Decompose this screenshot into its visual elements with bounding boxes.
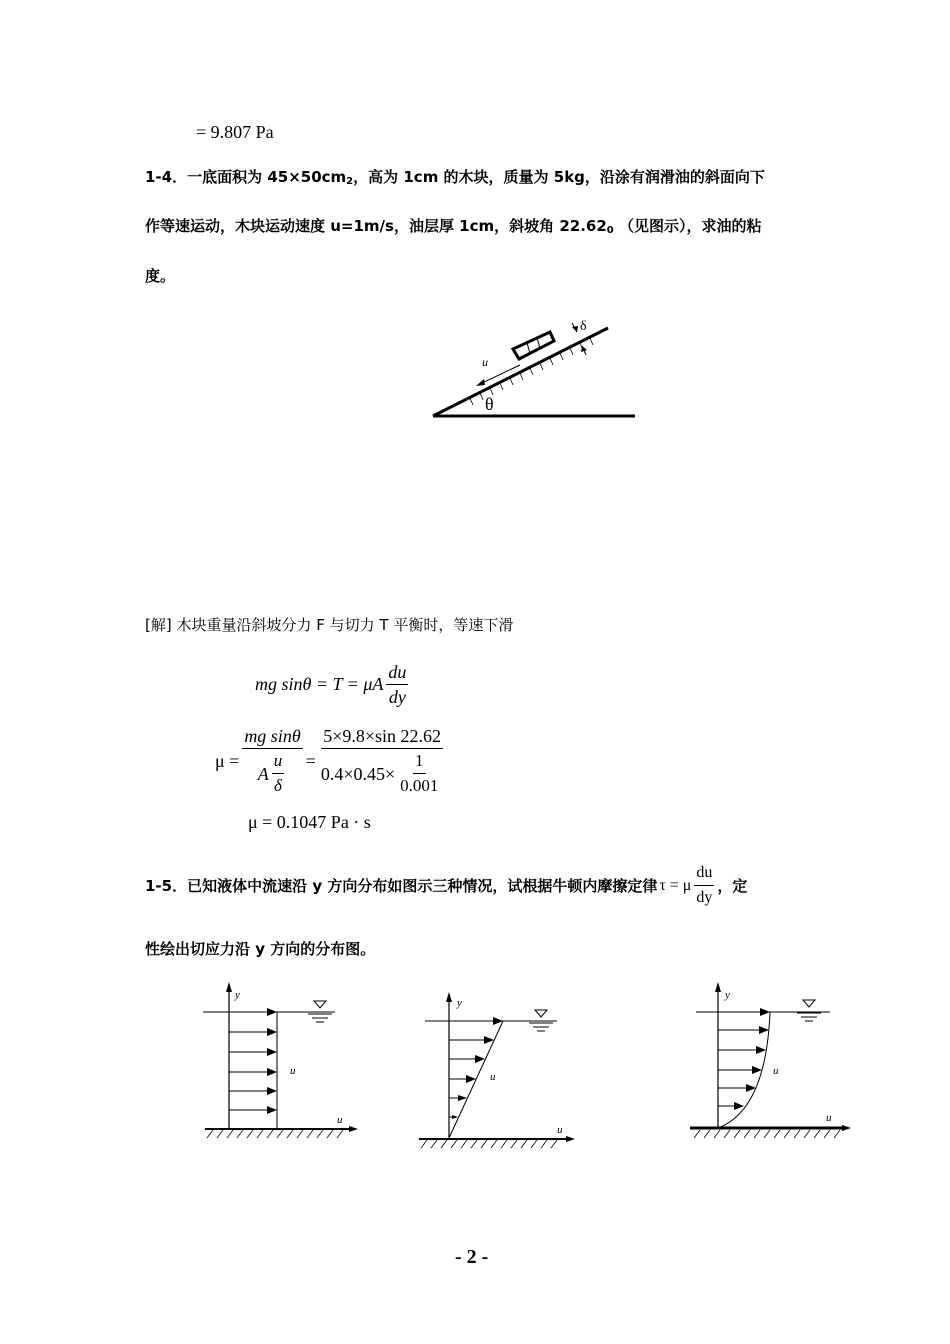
u-axis-label: u: [337, 1114, 343, 1126]
u-label: u: [482, 355, 488, 369]
u-axis-arrow: [349, 1126, 358, 1132]
p14-line2-suffix: （见图示），求油的粘: [613, 217, 762, 235]
u-axis-label: u: [557, 1124, 563, 1136]
wood-block: [513, 332, 554, 359]
delta-label: δ: [580, 319, 587, 334]
eq1-denominator: dy: [388, 687, 406, 707]
p14-line1-sub: 2: [346, 176, 354, 187]
incline-surface: [433, 328, 608, 416]
y-label: y: [457, 997, 462, 1009]
p14-line1-prefix: 1-4．一底面积为 45×50cm: [145, 168, 347, 186]
velocity-profile-uniform: [195, 980, 370, 1145]
p14-line2-prefix: 作等速运动，木块运动速度 u=1m/s，油层厚 1cm，斜坡角 22.62: [145, 217, 607, 235]
u-axis-arrow: [842, 1125, 851, 1131]
page-number: - 2 -: [455, 1246, 489, 1268]
delta-arrow-top: [572, 326, 578, 332]
p15-formula-num: du: [694, 862, 714, 886]
top-result: = 9.807 Pa: [196, 122, 274, 142]
u-axis-label: u: [826, 1112, 832, 1124]
u-profile-label: u: [773, 1065, 779, 1077]
eq2-mu: μ =: [215, 750, 240, 771]
eq1-numerator: du: [386, 661, 408, 685]
y-axis-arrow: [446, 992, 452, 1002]
p15-formula-den: dy: [696, 889, 713, 906]
y-label: y: [725, 989, 730, 1001]
problem-1-5-line1: [145, 862, 747, 909]
equation-1: [255, 661, 411, 708]
velocity-arrows: [449, 1021, 495, 1117]
eq2-equals: =: [305, 750, 316, 771]
wall-hatch: [207, 1130, 343, 1138]
eq2-right-den-num: 1: [413, 750, 426, 774]
u-profile-label: u: [490, 1071, 496, 1083]
velocity-profile-parabolic: [688, 980, 863, 1145]
velocity-arrows: [229, 1012, 269, 1110]
u-profile-label: u: [290, 1065, 296, 1077]
wall-hatch: [421, 1140, 557, 1148]
water-level-symbol: [797, 1000, 821, 1021]
problem-1-4-line2: [145, 215, 762, 236]
eq2-numerator: mg sinθ: [242, 725, 302, 749]
y-label: y: [235, 989, 240, 1001]
p14-line2-sub: 0: [606, 225, 614, 236]
problem-1-4-line3: 度。: [145, 267, 176, 285]
equation-2: [215, 725, 448, 797]
problem-1-5-line2: 性绘出切应力沿 y 方向的分布图。: [145, 940, 376, 958]
eq1-left: mg sinθ = T = μA: [255, 674, 384, 694]
equation-3: μ = 0.1047 Pa · s: [248, 812, 371, 832]
velocity-arrows: [718, 1012, 762, 1106]
p15-formula-left: τ = μ: [659, 876, 692, 894]
eq2-right-numerator: 5×9.8×sin 22.62: [321, 725, 443, 749]
incline-diagram: [420, 310, 650, 430]
velocity-arrowhead: [476, 379, 485, 386]
wall-hatch: [694, 1130, 840, 1138]
p15-line1-prefix: 1-5．已知液体中流速沿 y 方向分布如图示三种情况，试根据牛顿内摩擦定律: [145, 877, 658, 895]
eq2-den-den: δ: [274, 776, 282, 795]
p15-line1-suffix: ，定: [717, 877, 748, 895]
theta-label: θ: [485, 394, 494, 414]
y-axis-arrow: [715, 982, 721, 992]
eq2-den-num: u: [272, 750, 285, 774]
eq2-right-den-den: 0.001: [400, 776, 439, 795]
eq2-right-den: 0.4×0.45×: [320, 763, 396, 784]
y-axis-arrow: [226, 982, 232, 992]
eq2-den-a: A: [257, 763, 269, 784]
velocity-profile-linear: [415, 990, 590, 1155]
p14-line1-suffix: ，高为 1cm 的木块，质量为 5kg，沿涂有润滑油的斜面向下: [353, 168, 765, 186]
solution-intro: [解] 木块重量沿斜坡分力 F 与切力 T 平衡时，等速下滑: [145, 616, 514, 634]
velocity-arrowheads: [267, 1008, 277, 1114]
velocity-arrowheads: [452, 1017, 503, 1119]
u-axis-arrow: [566, 1136, 575, 1142]
problem-1-4-line1: [145, 166, 765, 187]
